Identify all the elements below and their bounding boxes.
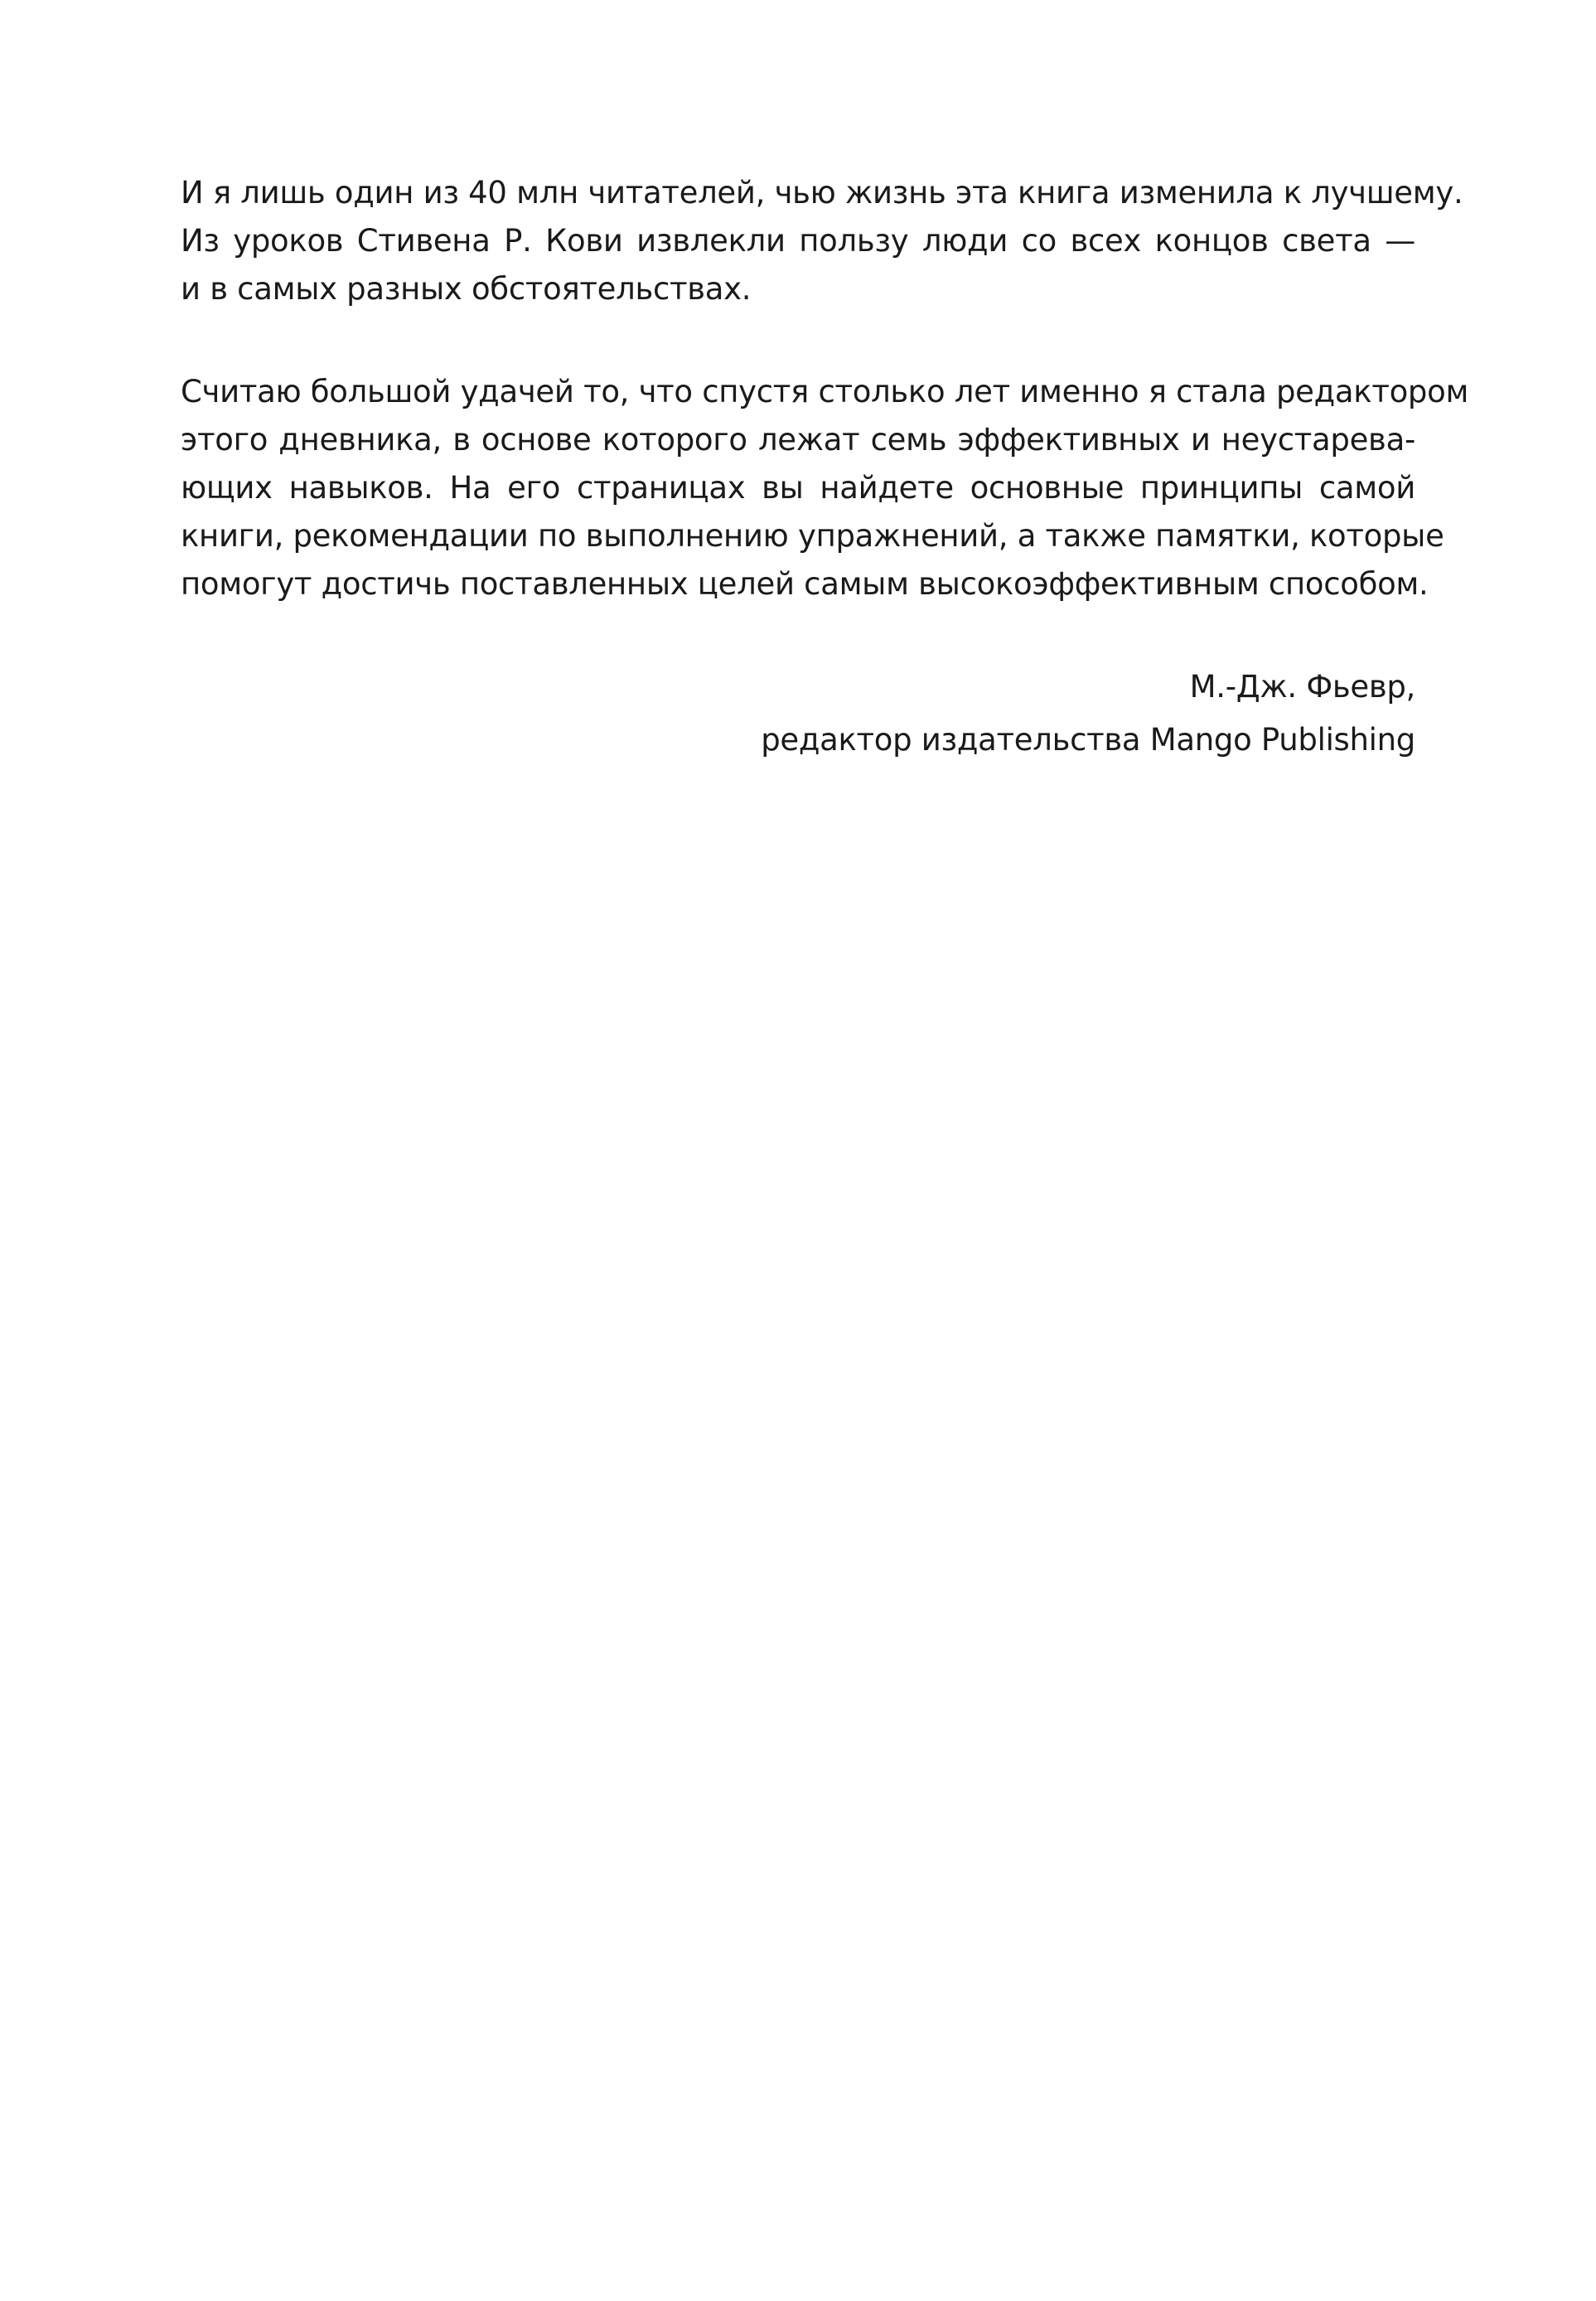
paragraph-2-line-3: ющих навыков. На его страницах вы найдете основные принципы самой <box>181 470 1415 506</box>
paragraph-2 <box>181 368 1469 608</box>
paragraph-2-line-4: книги, рекомендации по выполнению упражнений, а также памятки, которые <box>181 518 1444 554</box>
paragraph-1-line-2: Из уроков Стивена Р. Кови извлекли пользу люди со всех концов света — <box>181 223 1415 259</box>
paragraph-1-line-1: И я лишь один из 40 млн читателей, чью жизнь эта книга изменила к лучшему. <box>181 175 1463 211</box>
paragraph-2-line-5: помогут достичь поставленных целей самым высокоэффективным способом. <box>181 566 1429 602</box>
signature-name: М.-Дж. Фьевр, <box>1189 669 1415 705</box>
paragraph-2-line-1: Считаю большой удачей то, что спустя столько лет именно я стала редактором <box>181 374 1469 409</box>
paragraph-1 <box>181 169 1463 313</box>
paragraph-1-line-3: и в самых разных обстоятельствах. <box>181 271 752 307</box>
signature-role: редактор издательства Mango Publishing <box>761 722 1415 758</box>
signature-block <box>761 661 1415 767</box>
paragraph-2-line-2: этого дневника, в основе которого лежат семь эффективных и неустарева- <box>181 422 1415 458</box>
